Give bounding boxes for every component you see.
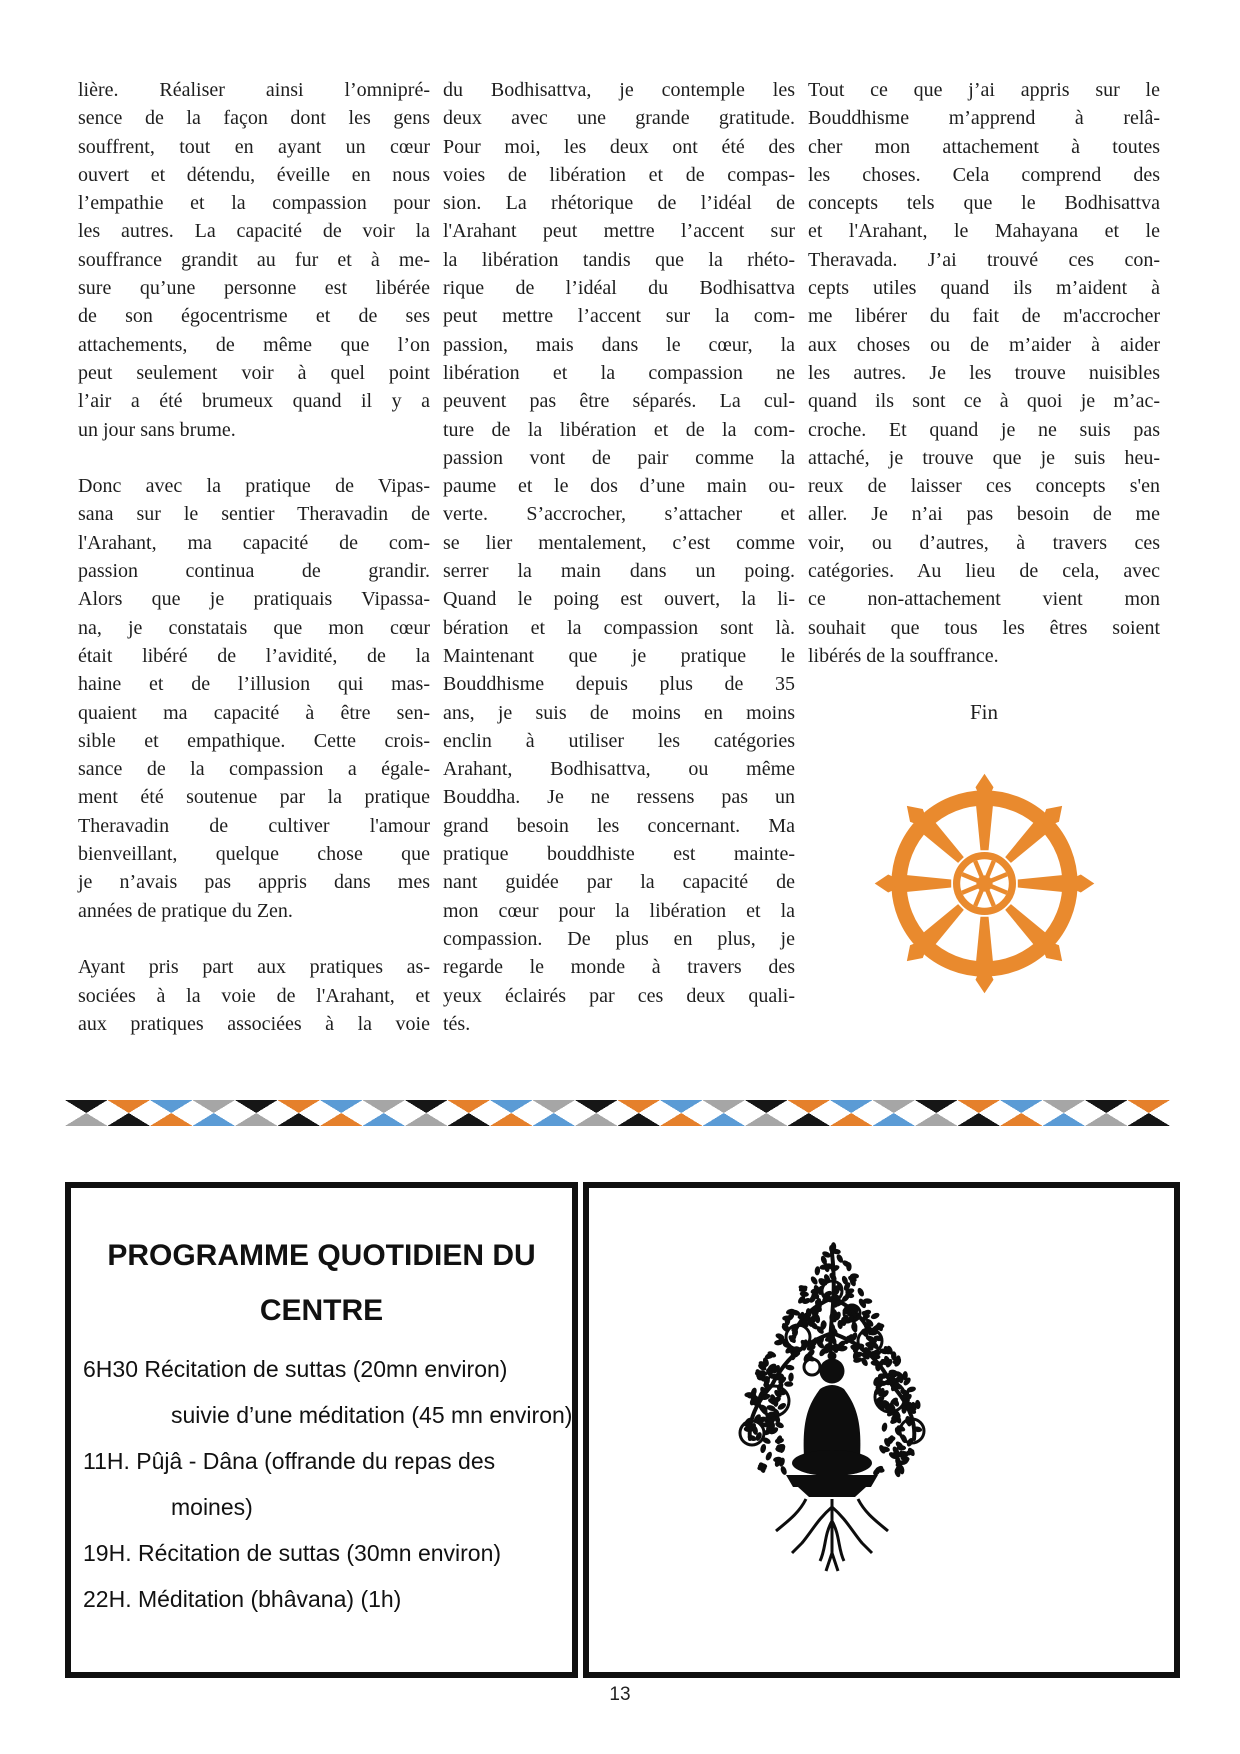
band-triangle	[915, 1113, 958, 1126]
text-line: l'Arahant, ma capacité de com-	[78, 531, 430, 554]
band-triangle	[363, 1100, 406, 1113]
band-triangle	[448, 1113, 491, 1126]
text-line: souffrent, tout en ayant un cœur	[78, 135, 430, 158]
text-line: sana sur le sentier Theravadin de	[78, 503, 430, 526]
text-line: quaient ma capacité à être sen-	[78, 701, 430, 724]
band-triangle	[958, 1113, 1001, 1126]
text-line: mon cœur pour la libération et la	[443, 899, 795, 922]
band-triangle	[235, 1113, 278, 1126]
band-triangle	[745, 1100, 788, 1113]
band-triangle	[873, 1100, 916, 1113]
text-line: passion vont de pair comme la	[443, 446, 795, 469]
band-triangle	[575, 1113, 618, 1126]
band-triangle	[533, 1113, 576, 1126]
band-triangle	[448, 1100, 491, 1113]
text-line: souffrance grandit au fur et à me-	[78, 248, 430, 271]
band-triangle	[405, 1100, 448, 1113]
paragraph	[78, 953, 430, 1038]
text-line: pratique bouddhiste est mainte-	[443, 843, 795, 866]
text-line: sence de la façon dont les gens	[78, 107, 430, 130]
text-line: sion. La rhétorique de l’idéal de	[443, 192, 795, 215]
band-triangle	[830, 1100, 873, 1113]
text-line: l’empathie et la compassion pour	[78, 192, 430, 215]
text-line: verte. S’accrocher, s’attacher et	[443, 503, 795, 526]
article-column-2	[443, 76, 795, 1038]
text-line: aux choses ou de m’aider à aider	[808, 333, 1160, 356]
text-line: catégories. Au lieu de cela, avec	[808, 560, 1160, 583]
band-triangle	[660, 1113, 703, 1126]
text-line: l'Arahant peut mettre l’accent sur	[443, 220, 795, 243]
text-line: années de pratique du Zen.	[78, 899, 293, 922]
band-triangle	[1000, 1113, 1043, 1126]
text-line: se lier mentalement, c’est comme	[443, 531, 795, 554]
band-triangle	[915, 1100, 958, 1113]
text-line: libération et la compassion ne	[443, 361, 795, 384]
article-column-1	[78, 76, 430, 1038]
schedule-item: 11H. Pûjâ - Dâna (offrande du repas des	[83, 1448, 496, 1474]
band-triangle	[533, 1100, 576, 1113]
band-triangle	[193, 1100, 236, 1113]
buddha-tree-image	[707, 1228, 957, 1583]
paragraph	[78, 472, 430, 925]
band-triangle	[193, 1113, 236, 1126]
band-triangle	[363, 1113, 406, 1126]
band-triangle	[575, 1100, 618, 1113]
text-line: souhait que tous les êtres soient	[808, 616, 1160, 639]
text-line: deux avec une grande gratitude.	[443, 107, 795, 130]
text-line: et l'Arahant, le Mahayana et le	[808, 220, 1160, 243]
band-triangle	[1043, 1113, 1086, 1126]
text-line: sociées à la voie de l'Arahant, et	[78, 984, 430, 1007]
text-line: quand ils sont ce à quoi je m’ac-	[808, 390, 1160, 413]
text-line: sure qu’une personne est libérée	[78, 277, 430, 300]
band-triangle	[703, 1113, 746, 1126]
text-line: Ayant pris part aux pratiques as-	[78, 956, 430, 979]
text-line: sance de la compassion a égale-	[78, 758, 430, 781]
band-triangle	[235, 1100, 278, 1113]
paragraph	[808, 76, 1160, 670]
text-line: haine et de l’illusion qui mas-	[78, 673, 430, 696]
text-line: Bouddha. Je ne ressens pas un	[443, 786, 795, 809]
band-triangle	[405, 1113, 448, 1126]
text-line: ans, je suis de moins en moins	[443, 701, 795, 724]
dharma-wheel-icon	[808, 771, 1160, 996]
text-line: grand besoin les concernant. Ma	[443, 814, 795, 837]
band-triangle	[618, 1100, 661, 1113]
band-triangle	[150, 1113, 193, 1126]
text-line: Bouddhisme m’apprend à relâ-	[808, 107, 1160, 130]
text-line: les choses. Cela comprend des	[808, 163, 1160, 186]
text-line: tés.	[443, 1012, 471, 1035]
daily-schedule	[71, 1346, 572, 1622]
band-triangle	[65, 1113, 108, 1126]
band-triangle	[490, 1113, 533, 1126]
band-triangle	[150, 1100, 193, 1113]
band-triangle	[788, 1113, 831, 1126]
band-triangle	[745, 1113, 788, 1126]
text-line: croche. Et quand je ne suis pas	[808, 418, 1160, 441]
text-line: lière. Réaliser ainsi l’omnipré-	[78, 79, 430, 101]
paragraph	[443, 76, 795, 1038]
text-line: attaché, je trouve que je suis heu-	[808, 446, 1160, 469]
schedule-item: 6H30 Récitation de suttas (20mn environ)	[83, 1356, 508, 1382]
dharma-wheel-svg	[872, 771, 1097, 996]
text-line: enclin à utiliser les catégories	[443, 729, 795, 752]
band-triangle	[278, 1113, 321, 1126]
text-line: ouvert et détendu, éveille en nous	[78, 163, 430, 186]
text-line: un jour sans brume.	[78, 418, 236, 441]
text-line: Pour moi, les deux ont été des	[443, 135, 795, 158]
text-line: bération et la compassion sont là.	[443, 616, 795, 639]
text-line: concepts tels que le Bodhisattva	[808, 192, 1160, 215]
text-line: libérés de la souffrance.	[808, 644, 999, 667]
text-line: peut seulement voir à quel point	[78, 361, 430, 384]
band-triangle	[618, 1113, 661, 1126]
text-line: Theravada. J’ai trouvé ces con-	[808, 248, 1160, 271]
text-line: passion continua de grandir.	[78, 560, 430, 583]
band-triangle	[1085, 1113, 1128, 1126]
program-box	[65, 1182, 578, 1678]
text-line: bienveillant, quelque chose que	[78, 843, 430, 866]
text-line: yeux éclairés par ces deux quali-	[443, 984, 795, 1007]
text-line: Alors que je pratiquais Vipassa-	[78, 588, 430, 611]
text-line: Arahant, Bodhisattva, ou même	[443, 758, 795, 781]
text-line: Maintenant que je pratique le	[443, 644, 795, 667]
text-line: Donc avec la pratique de Vipas-	[78, 475, 430, 498]
program-box-title	[71, 1228, 572, 1338]
band-triangle	[1085, 1100, 1128, 1113]
schedule-item: 22H. Méditation (bhâvana) (1h)	[83, 1586, 402, 1612]
text-line: cepts utiles quand ils m’aident à	[808, 277, 1160, 300]
text-line: Bouddhisme depuis plus de 35	[443, 673, 795, 696]
triangle-band-svg	[65, 1100, 1170, 1126]
band-triangle	[320, 1113, 363, 1126]
article-end-label: Fin	[969, 700, 998, 725]
text-line: était libéré de l’avidité, de la	[78, 644, 430, 667]
band-triangle	[108, 1100, 151, 1113]
text-line: de son égocentrisme et de ses	[78, 305, 430, 328]
band-triangle	[108, 1113, 151, 1126]
band-triangle	[1043, 1100, 1086, 1113]
text-line: sible et empathique. Cette crois-	[78, 729, 430, 752]
band-triangle	[65, 1100, 108, 1113]
band-triangle	[1128, 1100, 1171, 1113]
program-box-title-line2: CENTRE	[259, 1294, 384, 1327]
schedule-item: 19H. Récitation de suttas (30mn environ)	[83, 1540, 502, 1566]
band-triangle	[1000, 1100, 1043, 1113]
text-line: aux pratiques associées à la voie	[78, 1012, 430, 1035]
text-line: voir, ou d’autres, à travers ces	[808, 531, 1160, 554]
text-line: je n’avais pas appris dans mes	[78, 871, 430, 894]
text-line: compassion. De plus en plus, je	[443, 927, 795, 950]
band-triangle	[1128, 1113, 1171, 1126]
text-line: paume et le dos d’une main ou-	[443, 475, 795, 498]
text-line: du Bodhisattva, je contemple les	[443, 79, 795, 101]
band-triangle	[830, 1113, 873, 1126]
text-line: ce non-attachement vient mon	[808, 588, 1160, 611]
triangle-divider-band	[65, 1100, 1170, 1126]
band-triangle	[490, 1100, 533, 1113]
text-line: passion, mais dans le cœur, la	[443, 333, 795, 356]
band-triangle	[873, 1113, 916, 1126]
band-triangle	[788, 1100, 831, 1113]
buddha-image-box	[583, 1182, 1180, 1678]
text-line: les autres. La capacité de voir la	[78, 220, 430, 243]
text-line: ment été soutenue par la pratique	[78, 786, 430, 809]
article-text	[78, 76, 1160, 1038]
article-column-3	[808, 76, 1160, 1038]
band-triangle	[278, 1100, 321, 1113]
band-triangle	[958, 1100, 1001, 1113]
schedule-item: suivie d’une méditation (45 mn environ)	[171, 1402, 573, 1428]
text-line: me libérer du fait de m'accrocher	[808, 305, 1160, 328]
text-line: cher mon attachement à toutes	[808, 135, 1160, 158]
text-line: Quand le poing est ouvert, la li-	[443, 588, 795, 611]
text-line: attachements, de même que l’on	[78, 333, 430, 356]
schedule-item: moines)	[171, 1494, 253, 1520]
text-line: la libération tandis que la rhéto-	[443, 248, 795, 271]
text-line: serrer la main dans un poing.	[443, 560, 795, 583]
text-line: Theravadin de cultiver l'amour	[78, 814, 430, 837]
text-line: les autres. Je les trouve nuisibles	[808, 361, 1160, 384]
text-line: aller. Je n’ai pas besoin de me	[808, 503, 1160, 526]
text-line: ture de la libération et de la com-	[443, 418, 795, 441]
text-line: peuvent pas être séparés. La cul-	[443, 390, 795, 413]
text-line: voies de libération et de compas-	[443, 163, 795, 186]
band-triangle	[320, 1100, 363, 1113]
text-line: Tout ce que j’ai appris sur le	[808, 79, 1160, 101]
paragraph	[78, 76, 430, 444]
text-line: reux de laisser ces concepts s'en	[808, 475, 1160, 498]
band-triangle	[703, 1100, 746, 1113]
text-line: peut mettre l’accent sur la com-	[443, 305, 795, 328]
text-line: na, je constatais que mon cœur	[78, 616, 430, 639]
text-line: regarde le monde à travers des	[443, 956, 795, 979]
text-line: l’air a été brumeux quand il y a	[78, 390, 430, 413]
program-box-title-line1: PROGRAMME QUOTIDIEN DU	[107, 1239, 536, 1272]
text-line: nant guidée par la capacité de	[443, 871, 795, 894]
band-triangle	[660, 1100, 703, 1113]
page-number: 13	[609, 1684, 631, 1705]
text-line: rique de l’idéal du Bodhisattva	[443, 277, 795, 300]
